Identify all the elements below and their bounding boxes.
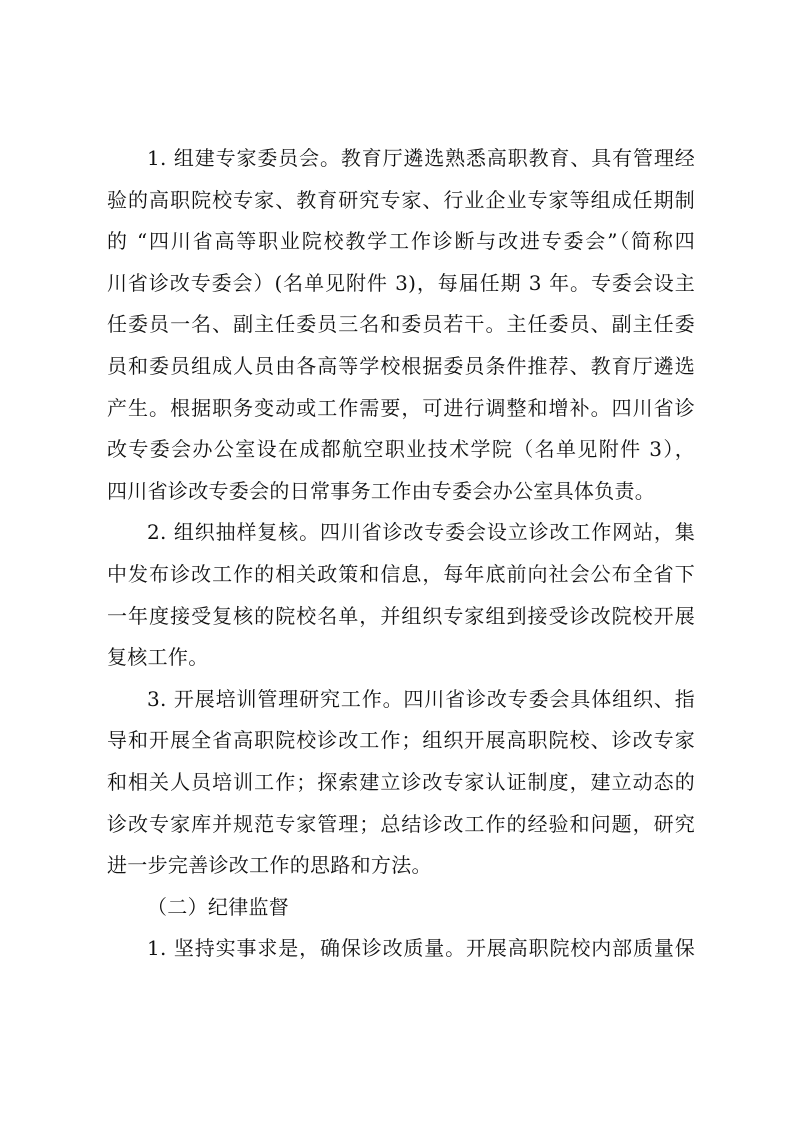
paragraph-2-line-3: 一年度接受复核的院校名单，并组织专家组到接受诊改院校开展 <box>107 603 695 628</box>
paragraph-1-line-7: 产生。根据职务变动或工作需要，可进行调整和增补。四川省诊 <box>107 395 695 420</box>
paragraph-3-line-5: 进一步完善诊改工作的思路和方法。 <box>107 853 432 878</box>
section-heading: （二）纪律监督 <box>147 894 290 919</box>
paragraph-1-line-6: 员和委员组成人员由各高等学校根据委员条件推荐、教育厅遴选 <box>107 353 695 378</box>
paragraph-1-line-1: 1. 组建专家委员会。教育厅遴选熟悉高职教育、具有管理经 <box>147 146 695 170</box>
paragraph-4-line-1: 1. 坚持实事求是，确保诊改质量。开展高职院校内部质量保 <box>147 936 695 961</box>
paragraph-1-line-3: 的 “四川省高等职业院校教学工作诊断与改进专委会”（简称四 <box>107 229 695 254</box>
paragraph-1-line-4: 川省诊改专委会）(名单见附件 3)，每届任期 3 年。专委会设主 <box>107 270 695 295</box>
paragraph-1-line-2: 验的高职院校专家、教育研究专家、行业企业专家等组成任期制 <box>107 187 695 212</box>
document-body <box>107 138 695 970</box>
paragraph-1-line-9: 四川省诊改专委会的日常事务工作由专委会办公室具体负责。 <box>107 478 656 503</box>
paragraph-2-line-4: 复核工作。 <box>107 645 209 670</box>
paragraph-3-line-1: 3. 开展培训管理研究工作。四川省诊改专委会具体组织、指 <box>147 686 695 711</box>
paragraph-3-line-2: 导和开展全省高职院校诊改工作；组织开展高职院校、诊改专家 <box>107 728 695 753</box>
paragraph-1-line-5: 任委员一名、副主任委员三名和委员若干。主任委员、副主任委 <box>107 312 695 337</box>
paragraph-1-line-8: 改专委会办公室设在成都航空职业技术学院（名单见附件 3）， <box>107 437 695 462</box>
paragraph-2-line-1: 2. 组织抽样复核。四川省诊改专委会设立诊改工作网站，集 <box>147 520 695 545</box>
paragraph-3-line-3: 和相关人员培训工作；探索建立诊改专家认证制度，建立动态的 <box>107 769 695 794</box>
paragraph-3-line-4: 诊改专家库并规范专家管理；总结诊改工作的经验和问题，研究 <box>107 811 695 836</box>
paragraph-2-line-2: 中发布诊改工作的相关政策和信息，每年底前向社会公布全省下 <box>107 561 695 586</box>
